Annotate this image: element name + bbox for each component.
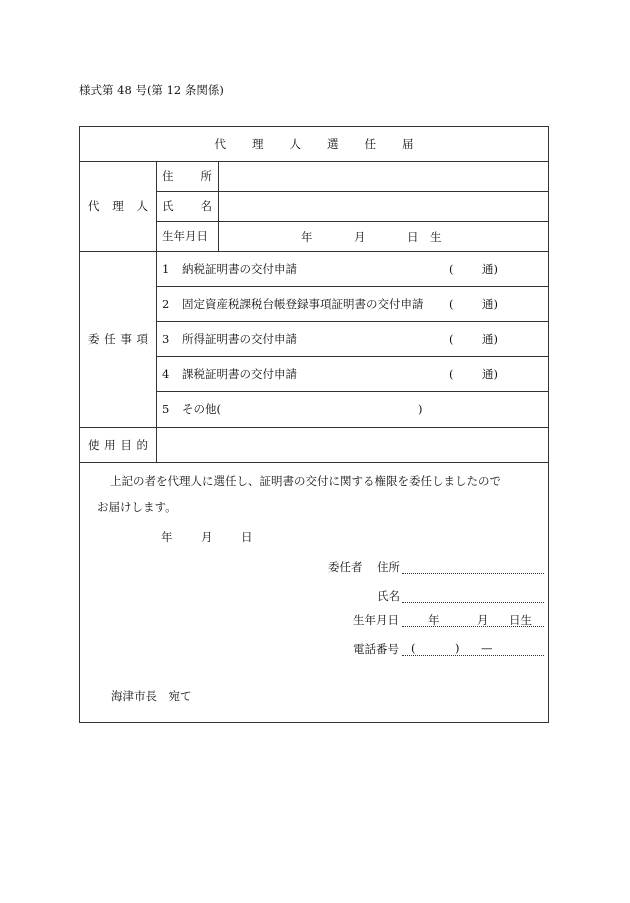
purpose-field[interactable] bbox=[157, 428, 548, 462]
agent-address-field[interactable] bbox=[219, 162, 548, 191]
principal-name-label: 氏名 bbox=[377, 589, 400, 603]
delegation-item-text: 固定資産税課税台帳登録事項証明書の交付申請 bbox=[182, 296, 424, 311]
delegation-other-text: その他( bbox=[182, 402, 221, 416]
divider bbox=[80, 462, 548, 463]
agent-dob-field[interactable] bbox=[219, 222, 548, 251]
agent-name-label: 氏 名 bbox=[162, 199, 212, 213]
declaration-line-2: お届けします。 bbox=[97, 500, 177, 514]
date-month-label: 月 bbox=[201, 530, 213, 544]
date-year-label: 年 bbox=[161, 530, 173, 544]
dob-month-label: 月 bbox=[354, 230, 366, 244]
divider bbox=[156, 161, 157, 462]
phone-paren-open: ( bbox=[411, 641, 416, 655]
delegation-item-3[interactable]: 3 所得証明書の交付申請 ( 通) bbox=[162, 331, 498, 346]
form-caption: 様式第 48 号(第 12 条関係) bbox=[79, 83, 224, 97]
delegation-item-text: 納税証明書の交付申請 bbox=[182, 261, 297, 276]
purpose-label: 使 用 目 的 bbox=[88, 437, 148, 452]
form-title: 代理人選任届 bbox=[214, 137, 440, 151]
addressee: 海津市長 宛て bbox=[111, 689, 192, 703]
dob-day-label: 日 bbox=[407, 230, 419, 244]
delegation-item-other[interactable]: 5 その他( ) bbox=[162, 402, 423, 416]
principal-dob-label: 生年月日 bbox=[353, 613, 399, 627]
delegation-item-text: 課税証明書の交付申請 bbox=[182, 366, 297, 381]
delegation-section-label: 委 任 事 項 bbox=[88, 332, 148, 346]
principal-phone-label: 電話番号 bbox=[353, 642, 399, 656]
delegation-item-text: 所得証明書の交付申請 bbox=[182, 331, 297, 346]
phone-paren-close: ) bbox=[455, 641, 460, 655]
delegation-item-1[interactable]: 1 納税証明書の交付申請 ( 通) bbox=[162, 261, 498, 276]
date-day-label: 日 bbox=[241, 530, 253, 544]
agent-dob-label: 生年月日 bbox=[162, 229, 208, 243]
principal-dob-field[interactable] bbox=[402, 626, 544, 627]
delegation-item-2[interactable]: 2 固定資産税課税台帳登録事項証明書の交付申請 ( 通) bbox=[162, 296, 498, 311]
dob-birth-label: 生 bbox=[430, 230, 442, 244]
principal-dob-day: 日生 bbox=[509, 613, 532, 627]
principal-phone-field[interactable] bbox=[402, 655, 544, 656]
delegation-item-4[interactable]: 4 課税証明書の交付申請 ( 通) bbox=[162, 366, 498, 381]
dob-year-label: 年 bbox=[301, 230, 313, 244]
principal-dob-year: 年 bbox=[428, 613, 440, 627]
principal-address-label: 住所 bbox=[377, 560, 400, 574]
proxy-appointment-form bbox=[79, 126, 549, 723]
declaration-line-1: 上記の者を代理人に選任し、証明書の交付に関する権限を委任しましたので bbox=[110, 474, 501, 488]
principal-name-field[interactable] bbox=[402, 602, 544, 603]
agent-name-field[interactable] bbox=[219, 192, 548, 221]
phone-dash: — bbox=[481, 641, 493, 655]
agent-address-label: 住 所 bbox=[162, 169, 212, 183]
principal-dob-month: 月 bbox=[477, 613, 489, 627]
agent-section-label: 代 理 人 bbox=[88, 199, 148, 213]
principal-address-field[interactable] bbox=[402, 573, 544, 574]
principal-label: 委任者 bbox=[328, 560, 363, 574]
